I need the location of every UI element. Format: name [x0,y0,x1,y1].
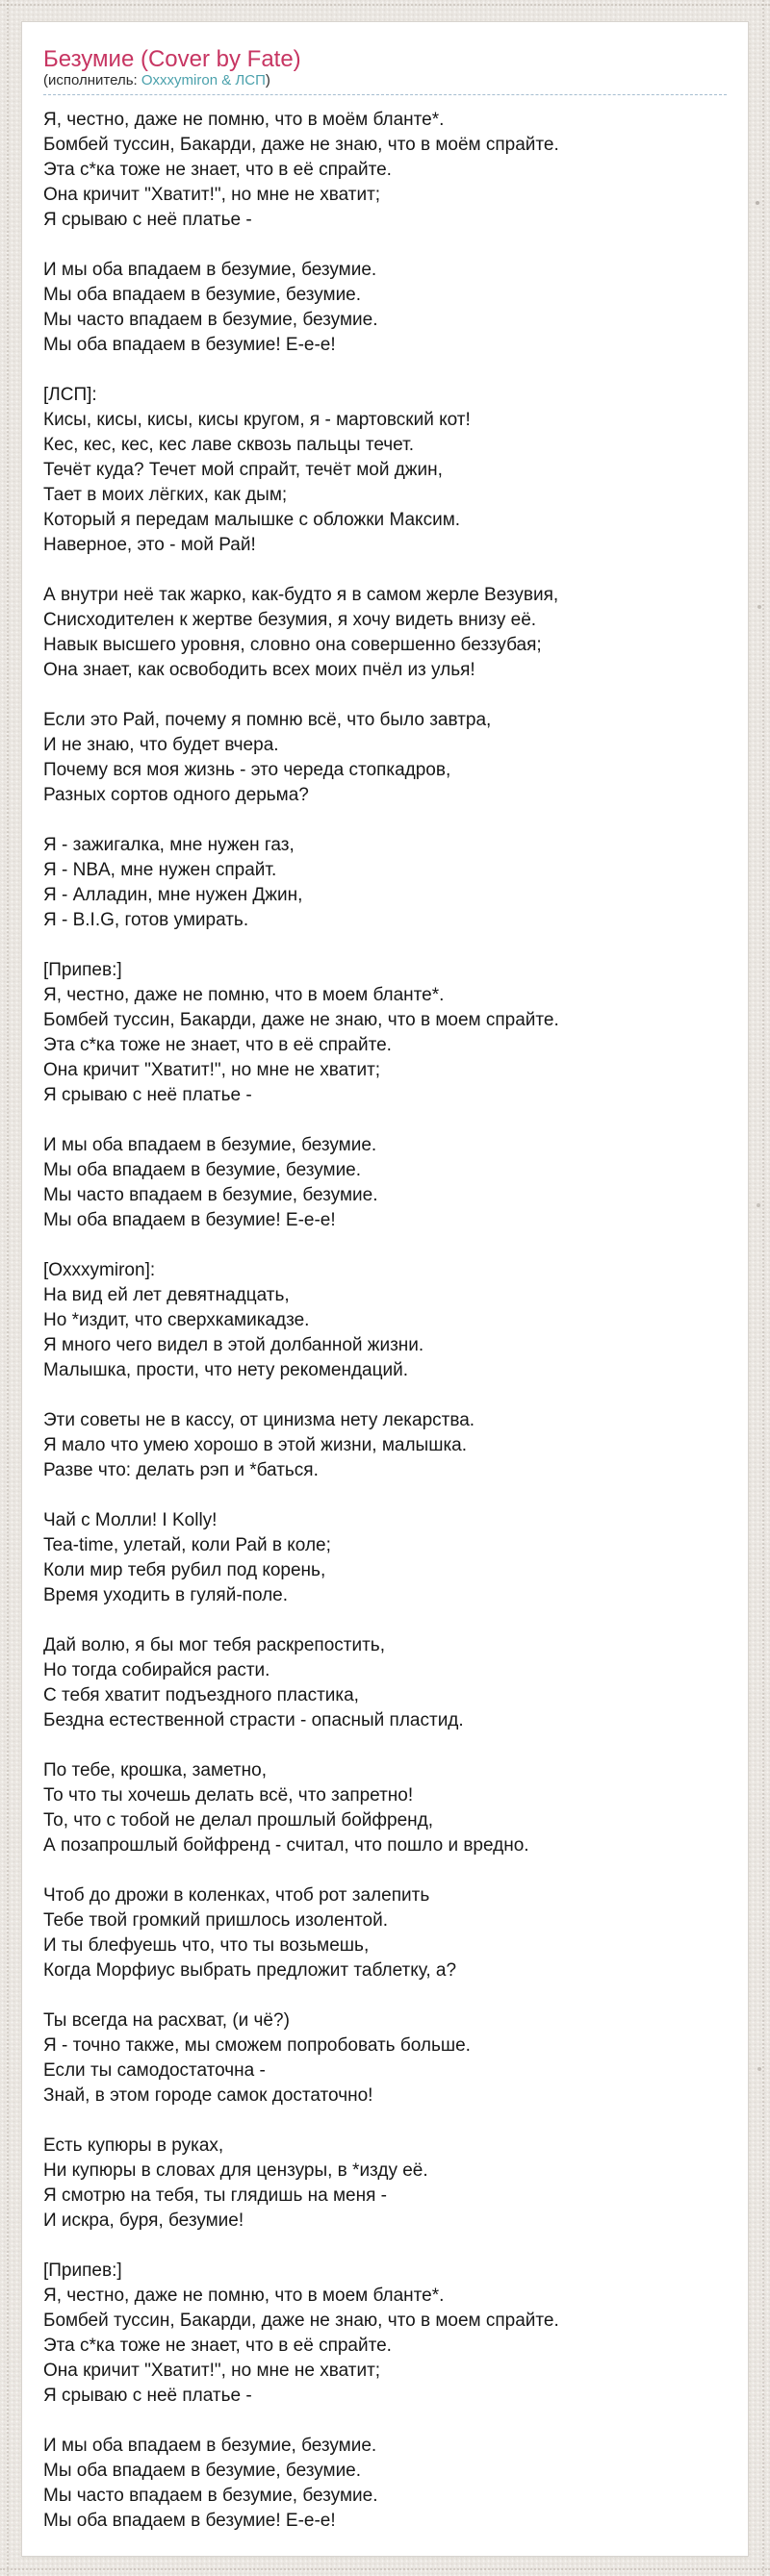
lyrics-line: Она знает, как освободить всех моих пчёл из улья! [43,660,475,680]
stanza [43,2008,727,2109]
lyrics-line: Ты всегда на расхват, (и чё?) [43,2010,290,2031]
lyrics [43,108,727,2534]
lyrics-line: Коли мир тебя рубил под корень, [43,1560,326,1580]
lyrics-line: Разве что: делать рэп и *баться. [43,1460,319,1480]
lyrics-line: Малышка, прости, что нету рекомендаций. [43,1360,408,1380]
lyrics-line: Мы часто впадаем в безумие, безумие. [43,1185,378,1205]
stanza [43,833,727,933]
lyrics-line: Я много чего видел в этой долбанной жизни. [43,1335,424,1355]
stanza [43,1758,727,1858]
lyrics-line: Я - NBA, мне нужен спрайт. [43,860,277,880]
lyrics-line: Но *издит, что сверхкамикадзе. [43,1310,310,1330]
texture-stitch-bottom [0,2568,770,2570]
lyrics-line: Разных сортов одного дерьма? [43,785,309,805]
lyrics-line: Она кричит "Хватит!", но мне не хватит; [43,1060,381,1080]
texture-specks [0,0,2,2]
lyrics-line: [Oxxxymiron]: [43,1260,156,1280]
lyrics-line: Кес, кес, кес, кес лаве сквозь пальцы течет. [43,435,414,455]
lyrics-line: Почему вся моя жизнь - это череда стопкадров, [43,760,451,780]
lyrics-line: Бомбей туссин, Бакарди, даже не знаю, что в моём спрайте. [43,135,559,155]
lyrics-line: Мы оба впадаем в безумие, безумие. [43,2461,362,2481]
stanza [43,1133,727,1233]
lyrics-line: Я срываю с неё платье - [43,2386,252,2406]
lyrics-line: И ты блефуешь что, что ты возьмешь, [43,1935,370,1956]
lyrics-line: Навык высшего уровня, словно она совершенно беззубая; [43,635,542,655]
lyrics-line: Мы оба впадаем в безумие! Е-е-е! [43,2511,336,2531]
lyrics-line: Чай с Молли! I Kolly! [43,1510,218,1530]
lyrics-line: А внутри неё так жарко, как-будто я в самом жерле Везувия, [43,585,559,605]
lyrics-line: Есть купюры в руках, [43,2135,224,2156]
lyrics-line: Ни купюры в словах для цензуры, в *изду её. [43,2160,428,2181]
lyrics-line: [Припев:] [43,960,122,980]
stanza [43,258,727,358]
stanza [43,383,727,558]
lyrics-line: Я - точно также, мы сможем попробовать больше. [43,2035,471,2056]
lyrics-line: [ЛСП]: [43,385,97,405]
lyrics-line: Бездна естественной страсти - опасный пластид. [43,1710,464,1730]
artist-suffix: ) [265,72,270,88]
lyrics-line: [Припев:] [43,2260,122,2281]
lyrics-line: Я срываю с неё платье - [43,1085,252,1105]
texture-stitch-top [0,4,770,6]
lyrics-line: Tea-time, улетай, коли Рай в коле; [43,1535,331,1555]
lyrics-line: Но тогда собирайся расти. [43,1660,270,1680]
lyrics-line: С тебя хватит подъездного пластика, [43,1685,359,1705]
stanza [43,958,727,1108]
lyrics-line: Она кричит "Хватит!", но мне не хватит; [43,185,381,205]
lyrics-line: Мы оба впадаем в безумие, безумие. [43,285,362,305]
stanza [43,1258,727,1383]
texture-stitch-left [7,0,9,2576]
stanza [43,108,727,233]
stanza [43,2259,727,2409]
lyrics-line: Кисы, кисы, кисы, кисы кругом, я - мартовский кот! [43,410,471,430]
stanza [43,2434,727,2534]
lyrics-line: Я, честно, даже не помню, что в моем бланте*. [43,985,445,1005]
lyrics-line: И мы оба впадаем в безумие, безумие. [43,1135,377,1155]
lyrics-line: И искра, буря, безумие! [43,2210,244,2231]
artist-line [43,72,727,95]
lyrics-line: Дай волю, я бы мог тебя раскрепостить, [43,1635,385,1655]
lyrics-line: Бомбей туссин, Бакарди, даже не знаю, что в моем спрайте. [43,1010,559,1030]
lyrics-line: Эта с*ка тоже не знает, что в её спрайте. [43,160,392,180]
lyrics-line: Течёт куда? Течет мой спрайт, течёт мой джин, [43,460,443,480]
stanza [43,583,727,683]
lyrics-line: Она кричит "Хватит!", но мне не хватит; [43,2361,381,2381]
lyrics-line: Знай, в этом городе самок достаточно! [43,2085,373,2106]
lyrics-line: Тает в моих лёгких, как дым; [43,485,288,505]
lyrics-line: На вид ей лет девятнадцать, [43,1285,290,1305]
lyrics-line: По тебе, крошка, заметно, [43,1760,267,1780]
artist-link[interactable]: Oxxxymiron & ЛСП [141,72,266,88]
lyrics-line: Чтоб до дрожи в коленках, чтоб рот залепить [43,1885,430,1906]
lyrics-line: Когда Морфиус выбрать предложит таблетку, а? [43,1960,457,1981]
lyrics-line: Эти советы не в кассу, от цинизма нету лекарства. [43,1410,475,1430]
lyrics-card [21,21,749,2557]
lyrics-line: Если это Рай, почему я помню всё, что было завтра, [43,710,492,730]
lyrics-line: Если ты самодостаточна - [43,2060,266,2081]
stanza [43,1633,727,1733]
lyrics-line: Бомбей туссин, Бакарди, даже не знаю, что в моем спрайте. [43,2311,559,2331]
lyrics-line: Эта с*ка тоже не знает, что в её спрайте. [43,1035,392,1055]
lyrics-line: Я - Алладин, мне нужен Джин, [43,885,303,905]
lyrics-line: Тебе твой громкий пришлось изолентой. [43,1910,389,1931]
lyrics-line: Я смотрю на тебя, ты глядишь на меня - [43,2185,388,2206]
lyrics-line: И мы оба впадаем в безумие, безумие. [43,260,377,280]
stanza [43,708,727,808]
lyrics-line: Наверное, это - мой Рай! [43,535,256,555]
lyrics-line: Я срываю с неё платье - [43,210,252,230]
lyrics-line: То что ты хочешь делать всё, что запретно! [43,1785,414,1806]
lyrics-line: Я, честно, даже не помню, что в моем бланте*. [43,2286,445,2306]
lyrics-line: А позапрошлый бойфренд - считал, что пошло и вредно. [43,1835,529,1856]
lyrics-line: Я - зажигалка, мне нужен газ, [43,835,295,855]
lyrics-line: Время уходить в гуляй-поле. [43,1585,289,1605]
lyrics-line: Снисходителен к жертве безумия, я хочу видеть внизу её. [43,610,537,630]
lyrics-line: Эта с*ка тоже не знает, что в её спрайте. [43,2336,392,2356]
texture-stitch-right [762,0,764,2576]
lyrics-line: Мы часто впадаем в безумие, безумие. [43,310,378,330]
stanza [43,1408,727,1483]
artist-prefix: (исполнитель: [43,72,141,88]
lyrics-line: Мы оба впадаем в безумие! Е-е-е! [43,1210,336,1230]
stanza [43,1508,727,1608]
song-title: Безумие (Cover by Fate) [43,46,301,72]
lyrics-line: Который я передам малышке с обложки Максим. [43,510,461,530]
lyrics-line: Мы оба впадаем в безумие! Е-е-е! [43,335,336,355]
lyrics-line: Я мало что умею хорошо в этой жизни, малышка. [43,1435,468,1455]
lyrics-line: И мы оба впадаем в безумие, безумие. [43,2436,377,2456]
lyrics-line: Мы оба впадаем в безумие, безумие. [43,1160,362,1180]
lyrics-line: Я, честно, даже не помню, что в моём бланте*. [43,110,445,130]
lyrics-line: Я - B.I.G, готов умирать. [43,910,249,930]
lyrics-line: И не знаю, что будет вчера. [43,735,279,755]
lyrics-line: То, что с тобой не делал прошлый бойфренд, [43,1810,434,1831]
stanza [43,1883,727,1983]
stanza [43,2134,727,2234]
lyrics-line: Мы часто впадаем в безумие, безумие. [43,2486,378,2506]
